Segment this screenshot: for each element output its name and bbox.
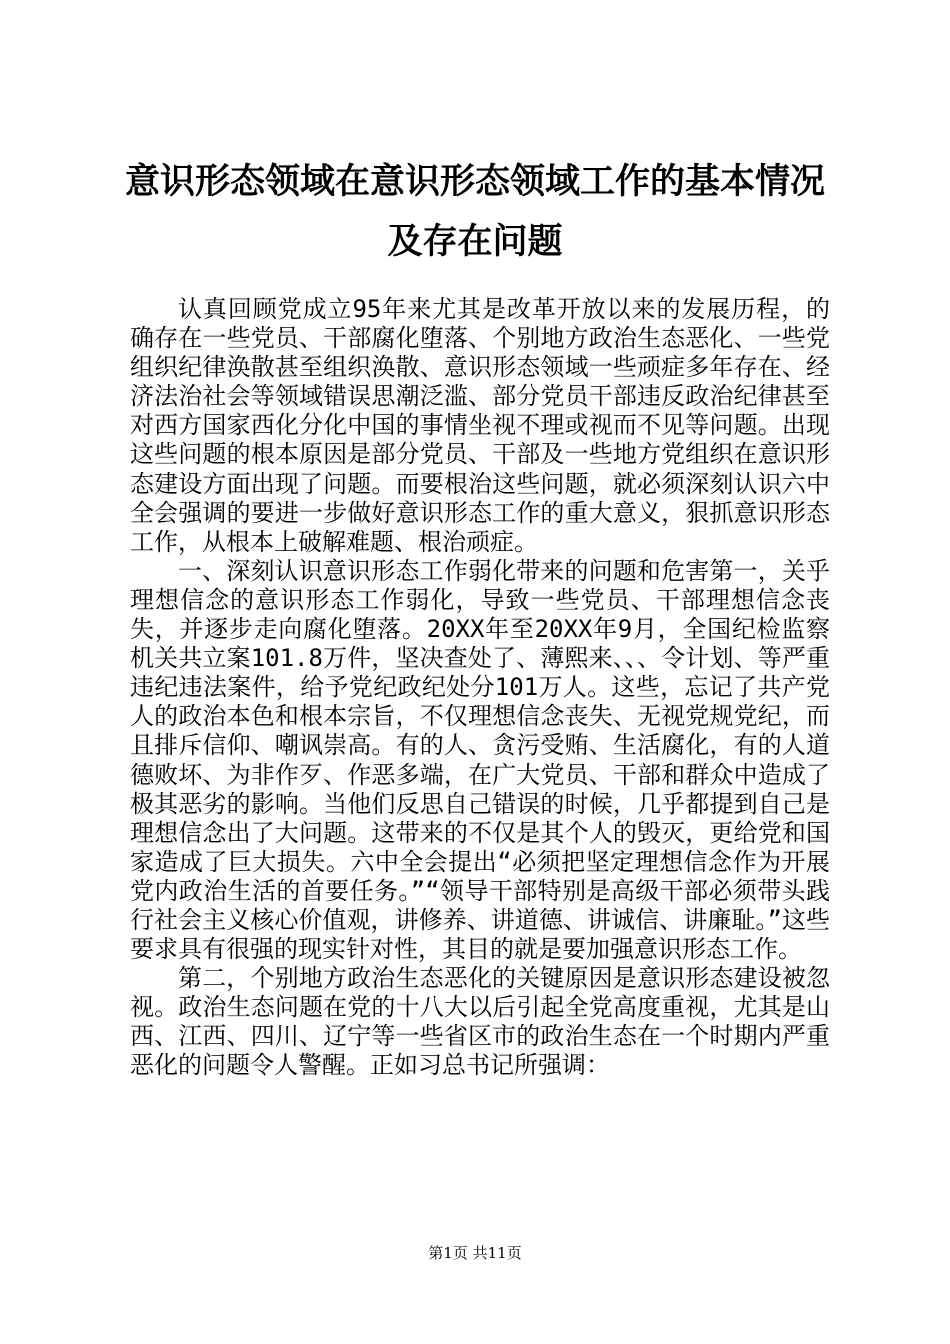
page-number-footer: 第1页 共11页 — [428, 1244, 522, 1262]
paragraph-3: 第二，个别地方政治生态恶化的关键原因是意识形态建设被忽视。政治生态问题在党的十八大以后引起全党高度重视，尤其是山西、江西、四川、辽宁等一些省区市的政治生态在一个时期内严重恶化的问题令人警醒。正如习总书记所强调： — [130, 964, 830, 1080]
paragraph-1: 认真回顾党成立95年来尤其是改革开放以来的发展历程，的确存在一些党员、干部腐化堕落、个别地方政治生态恶化、一些党组织纪律涣散甚至组织涣散、意识形态领域一些顽症多年存在、经济法治社会等领域错误思潮泛滥、部分党员干部违反政治纪律甚至对西方国家西化分化中国的事情坐视不理或视而不见等问题。出现这些问题的根本原因是部分党员、干部及一些地方党组织在意识形态建设方面出现了问题。而要根治这些问题，就必须深刻认识六中全会强调的要进一步做好意识形态工作的重大意义，狠抓意识形态工作，从根本上破解难题、根治顽症。 — [130, 295, 830, 556]
document-title-line-1: 意识形态领域在意识形态领域工作的基本情况 — [124, 161, 825, 202]
document-body — [130, 295, 830, 1081]
document-title-line-2: 及存在问题 — [387, 221, 563, 262]
paragraph-2: 一、深刻认识意识形态工作弱化带来的问题和危害第一，关乎理想信念的意识形态工作弱化，导致一些党员、干部理想信念丧失，并逐步走向腐化堕落。20XX年至20XX年9月，全国纪检监察机关共立案101.8万件，坚决查处了、薄熙来、、、令计划、等严重违纪违法案件，给予党纪政纪处分101万人。这些，忘记了共产党人的政治本色和根本宗旨，不仅理想信念丧失、无视党规党纪，而且排斥信仰、嘲讽崇高。有的人、贪污受贿、生活腐化，有的人道德败坏、为非作歹、作恶多端，在广大党员、干部和群众中造成了极其恶劣的影响。当他们反思自己错误的时候，几乎都提到自己是理想信念出了大问题。这带来的不仅是其个人的毁灭，更给党和国家造成了巨大损失。六中全会提出“必须把坚定理想信念作为开展党内政治生活的首要任务。”“领导干部特别是高级干部必须带头践行社会主义核心价值观，讲修养、讲道德、讲诚信、讲廉耻。”这些要求具有很强的现实针对性，其目的就是要加强意识形态工作。 — [130, 556, 830, 964]
